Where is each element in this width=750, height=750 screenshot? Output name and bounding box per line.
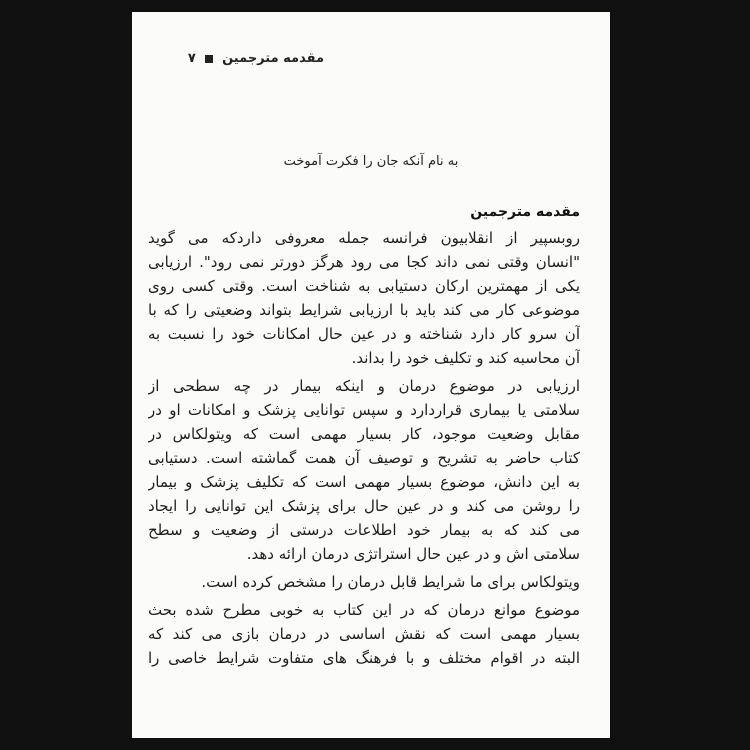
text-line: موضوع موانع درمان که در این کتاب به خوبی مطرح شده بحث: [148, 601, 580, 619]
text-line: می کند که به بیمار خود اطلاعات درستی از وضعیت و سطح: [148, 521, 580, 539]
text-line: روبسپیر از انقلابیون فرانسه جمله معروفی داردکه می گوید: [148, 229, 580, 247]
text-line: البته در اقوام مختلف و با فرهنگ های متفاوت شرایط خاصی را: [148, 649, 580, 667]
text-line: کتاب حاضر به تشریح و توصیف آن همت گماشته است. دستیابی: [148, 449, 580, 467]
section-heading: مقدمه مترجمین: [470, 204, 580, 220]
body-text: [148, 226, 580, 670]
text-line: به این دانش، موضوع بسیار مهمی است که تکلیف پزشک و بیمار: [148, 473, 580, 491]
dedication: به نام آنکه جان را فکرت آموخت: [283, 154, 459, 169]
text-line: موضوعی کار می کند باید با ارزیابی شرایط بتواند وضعیتی را که با: [148, 301, 580, 319]
text-line: را روشن می کند و در عین حال برای پزشک این توانایی را ایجاد: [148, 497, 580, 515]
text-line: ویتولکاس برای ما شرایط قابل درمان را مشخص کرده است.: [201, 573, 580, 591]
running-header-title: مقدمه مترجمین: [222, 51, 324, 66]
text-line: "انسان وقتی نمی داند کجا می رود هرگز دورتر نمی رود". ارزیابی: [148, 253, 580, 271]
text-line: بسیار مهمی است که نقش اساسی در درمان بازی می کند که: [148, 625, 580, 643]
text-line: آن محاسبه کند و تکلیف خود را بداند.: [351, 349, 580, 367]
square-bullet-icon: [205, 55, 213, 63]
text-line: ارزیابی در موضوع درمان و اینکه بیمار در چه سطحی از: [148, 377, 580, 395]
page-number: ۷: [187, 51, 196, 66]
text-line: سلامتی اش و در عین حال استراتژی درمان ارائه دهد.: [246, 545, 580, 563]
book-page: [132, 12, 610, 738]
text-line: آن سرو کار دارد شناخته و در عین حال امکانات خود را نسبت به: [148, 325, 580, 343]
text-line: مقابل وضعیت موجود، کار بسیار مهمی است که ویتولکاس در: [148, 425, 580, 443]
text-line: سلامتی یا بیماری قراردارد و سپس توانایی پزشک و امکانات او در: [148, 401, 580, 419]
running-header: [154, 50, 324, 68]
text-line: یکی از مهمترین ارکان دستیابی به شناخت است. وقتی کسی روی: [148, 277, 580, 295]
